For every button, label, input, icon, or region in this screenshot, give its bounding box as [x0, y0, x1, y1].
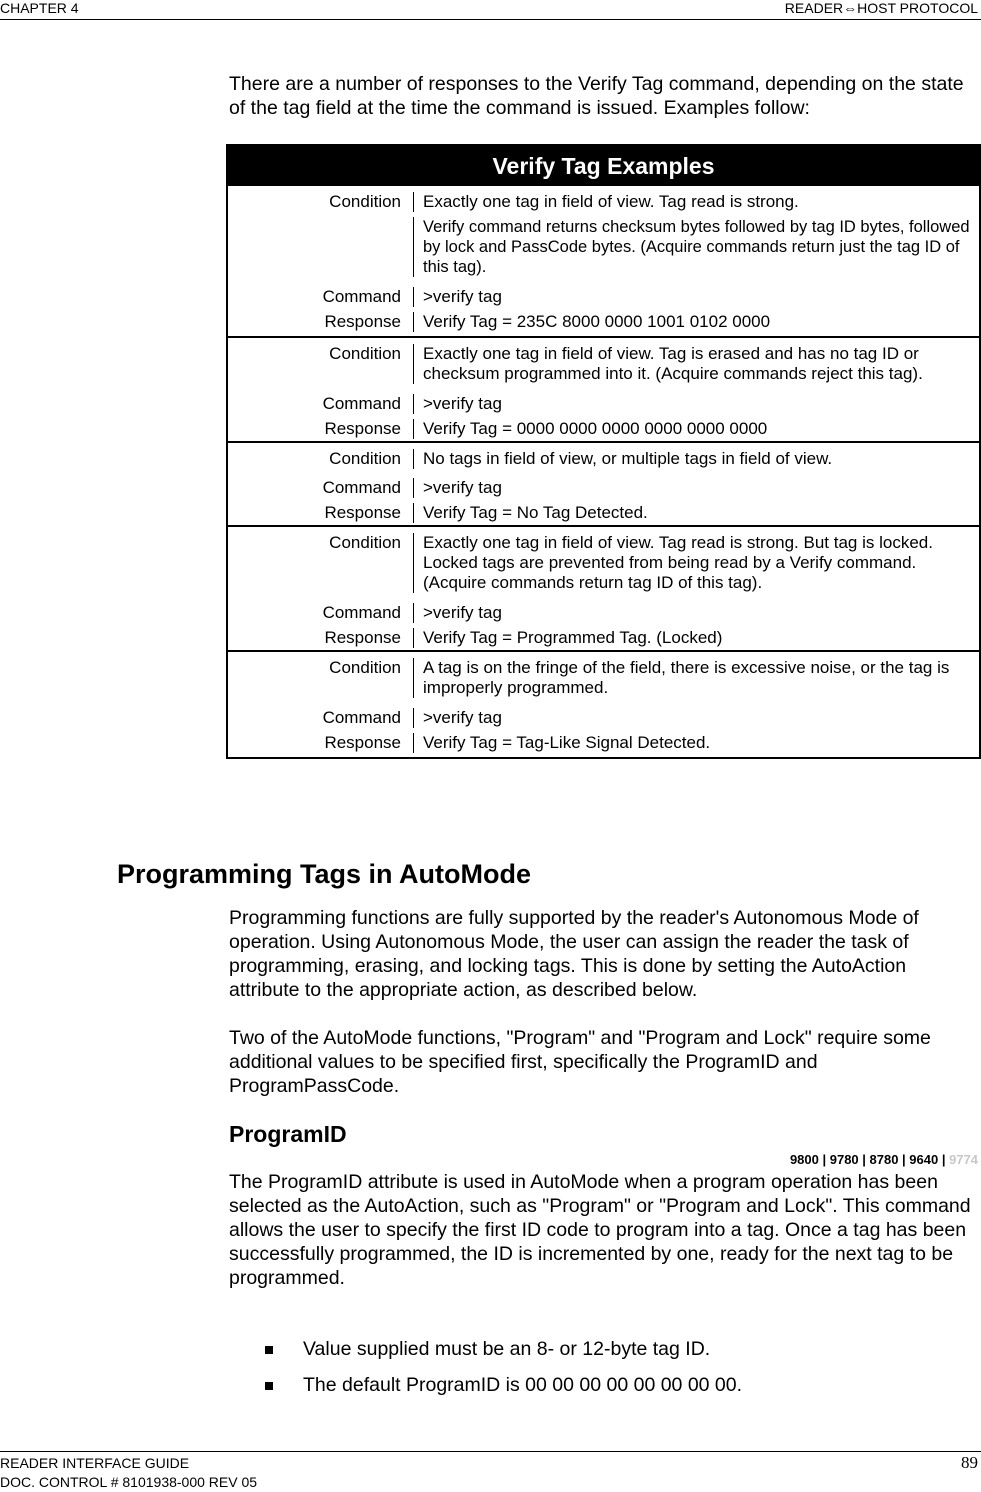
command-label: Command	[228, 603, 414, 623]
section-heading: Programming Tags in AutoMode	[117, 859, 532, 889]
model-applicability	[790, 1152, 978, 1167]
command-text: >verify tag	[423, 394, 502, 413]
header-rule	[0, 19, 981, 20]
example-group	[228, 441, 979, 525]
response-label: Response	[228, 312, 414, 332]
condition-label: Condition	[228, 344, 414, 384]
command-text: >verify tag	[423, 478, 502, 497]
condition-text: No tags in field of view, or multiple tags in field of view.	[423, 449, 833, 468]
command-label: Command	[228, 287, 414, 307]
double-arrow-icon: ⇔	[843, 0, 858, 16]
table-title: Verify Tag Examples	[228, 146, 979, 186]
response-label: Response	[228, 733, 414, 753]
condition-text: A tag is on the fringe of the field, there is excessive noise, or the tag is improperly programmed.	[423, 658, 950, 697]
footer-guide-title: READER INTERFACE GUIDE	[0, 1455, 190, 1471]
response-label: Response	[228, 419, 414, 439]
example-group	[228, 186, 979, 336]
condition-text: Exactly one tag in field of view. Tag read is strong. But tag is locked. Locked tags are prevented from being read by a Verify command. (Acquire commands return tag ID of this tag).	[423, 533, 933, 592]
condition-text: Exactly one tag in field of view. Tag is erased and has no tag ID or checksum programmed into it. (Acquire commands reject this tag).	[423, 344, 923, 383]
condition-label: Condition	[228, 192, 414, 212]
example-group	[228, 336, 979, 441]
footer-doc-control: DOC. CONTROL # 8101938-000 REV 05	[0, 1474, 258, 1490]
response-text: Verify Tag = 235C 8000 0000 1001 0102 0000	[423, 312, 771, 331]
command-label: Command	[228, 478, 414, 498]
list-item-text: Value supplied must be an 8- or 12-byte tag ID.	[303, 1338, 711, 1360]
section-paragraph-1: Programming functions are fully supported by the reader's Autonomous Mode of operation. Using Autonomous Mode, the user can assign the reader the task of programming, erasing, and locking tags. This is done by setting the AutoAction attribute to the appropriate action, as described below.	[229, 907, 919, 1001]
condition-extra-text: Verify command returns checksum bytes followed by tag ID bytes, followed by lock and PassCode bytes. (Acquire commands return just the tag ID of this tag).	[423, 218, 970, 276]
models-inactive: 9774	[949, 1152, 978, 1167]
command-text: >verify tag	[423, 287, 502, 306]
subsection-paragraph: The ProgramID attribute is used in AutoMode when a program operation has been selected as the AutoAction, such as "Program" or "Program and Lock". This command allows the user to specify the first ID code to program into a tag. Once a tag has been successfully programmed, the ID is incremented by one, ready for the next tag to be programmed.	[229, 1171, 971, 1289]
example-group	[228, 525, 979, 650]
list-item	[265, 1338, 710, 1361]
header-section-b: HOST PROTOCOL	[857, 0, 978, 16]
condition-label: Condition	[228, 449, 414, 469]
intro-paragraph: There are a number of responses to the Verify Tag command, depending on the state of the tag field at the time the command is issued. Examples follow:	[229, 73, 964, 119]
page-number: 89	[961, 1453, 978, 1472]
command-text: >verify tag	[423, 708, 502, 727]
header-section-a: READER	[784, 0, 844, 16]
footer-rule	[0, 1451, 981, 1452]
subsection-heading: ProgramID	[229, 1121, 347, 1147]
bullet-square-icon	[265, 1346, 273, 1354]
running-header-section	[785, 0, 978, 16]
response-label: Response	[228, 628, 414, 648]
condition-text: Exactly one tag in field of view. Tag read is strong.	[423, 192, 799, 211]
response-text: Verify Tag = 0000 0000 0000 0000 0000 0000	[423, 419, 768, 438]
verify-tag-examples-table	[226, 144, 981, 759]
command-label: Command	[228, 394, 414, 414]
example-group	[228, 650, 979, 757]
condition-label: Condition	[228, 533, 414, 593]
response-label: Response	[228, 503, 414, 523]
response-text: Verify Tag = Tag-Like Signal Detected.	[423, 733, 711, 752]
condition-label: Condition	[228, 658, 414, 698]
list-item	[265, 1374, 742, 1397]
models-active: 9800 | 9780 | 8780 | 9640 |	[789, 1152, 950, 1167]
command-label: Command	[228, 708, 414, 728]
command-text: >verify tag	[423, 603, 502, 622]
running-header-chapter: CHAPTER 4	[0, 0, 79, 16]
list-item-text: The default ProgramID is 00 00 00 00 00 00 00 00.	[303, 1374, 743, 1396]
response-text: Verify Tag = No Tag Detected.	[423, 503, 648, 522]
section-paragraph-2: Two of the AutoMode functions, "Program" and "Program and Lock" require some additional values to be specified first, specifically the ProgramID and ProgramPassCode.	[229, 1027, 931, 1097]
bullet-square-icon	[265, 1382, 273, 1390]
response-text: Verify Tag = Programmed Tag. (Locked)	[423, 628, 723, 647]
